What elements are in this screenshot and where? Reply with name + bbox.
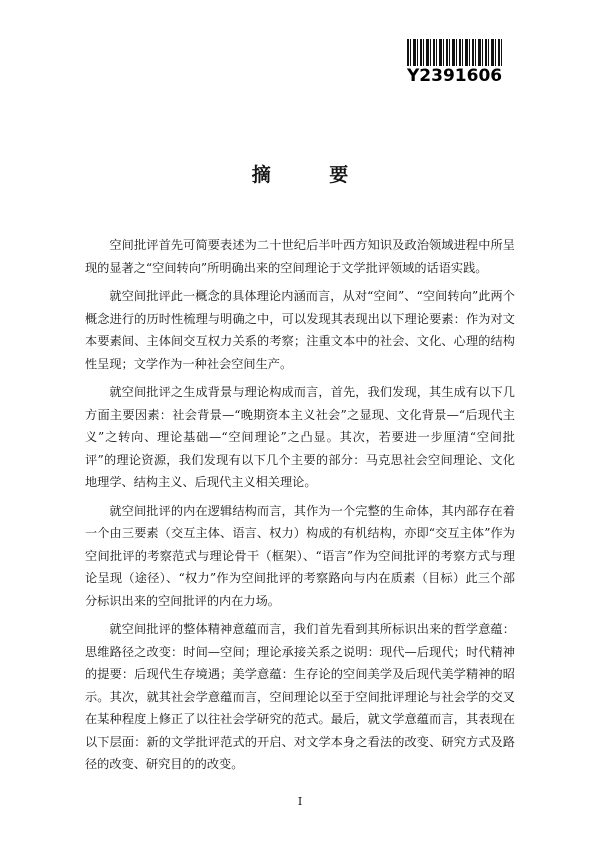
paragraph-4: 就空间批评的内在逻辑结构而言，其作为一个完整的生命体，其内部存在着一个由三要素（交互主体、语言、权力）构成的有机结构，亦即“交互主体”作为空间批评的考察范式与理论骨干（框架）、“语言”作为空间批评的考察方式与理论呈现（途径）、“权力”作为空间批评的考察路向与内在质素（目标）此三个部分标识出来的空间批评的内在力场。 [85,503,515,608]
paragraph-1: 空间批评首先可简要表述为二十世纪后半叶西方知识及政治领域进程中所呈现的显著之“空间转向”所明确出来的空间理论于文学批评领域的话语实践。 [85,238,515,275]
page-number: I [297,795,303,808]
barcode-icon [407,39,503,66]
paragraph-3: 就空间批评之生成背景与理论构成而言，首先，我们发现，其生成有以下几方面主要因素：社会背景—“晚期资本主义社会”之显现、文化背景—“后现代主义”之转向、理论基础—“空间理论”之凸显。其次，若要进一步厘清“空间批评”的理论资源，我们发现有以下几个主要的部分：马克思社会空间理论、文化地理学、结构主义、后现代主义相关理论。 [85,385,515,489]
barcode-number: Y2391606 [407,66,503,86]
barcode-label [407,39,503,85]
paragraph-2: 就空间批评此一概念的具体理论内涵而言，从对“空间”、“空间转向”此两个概念进行的历时性梳理与明确之中，可以发现其表现出以下理论要素：作为对文本要素间、主体间交互权力关系的考察；注重文本中的社会、文化、心理的结构性呈现；文学作为一种社会空间生产。 [85,289,515,371]
abstract-body [85,234,515,782]
abstract-title: 摘 要 [251,164,375,186]
paragraph-5: 就空间批评的整体精神意蕴而言，我们首先看到其所标识出来的哲学意蕴：思维路径之改变：时间—空间；理论承接关系之说明：现代—后现代；时代精神的提要：后现代生存境遇；美学意蕴：生存论的空间美学及后现代美学精神的昭示。其次，就其社会学意蕴而言，空间理论以至于空间批评理论与社会学的交叉在某种程度上修正了以往社会学研究的范式。最后，就文学意蕴而言，其表现在以下层面：新的文学批评范式的开启、对文学本身之看法的改变、研究方式及路径的改变、研究目的的改变。 [85,622,515,771]
